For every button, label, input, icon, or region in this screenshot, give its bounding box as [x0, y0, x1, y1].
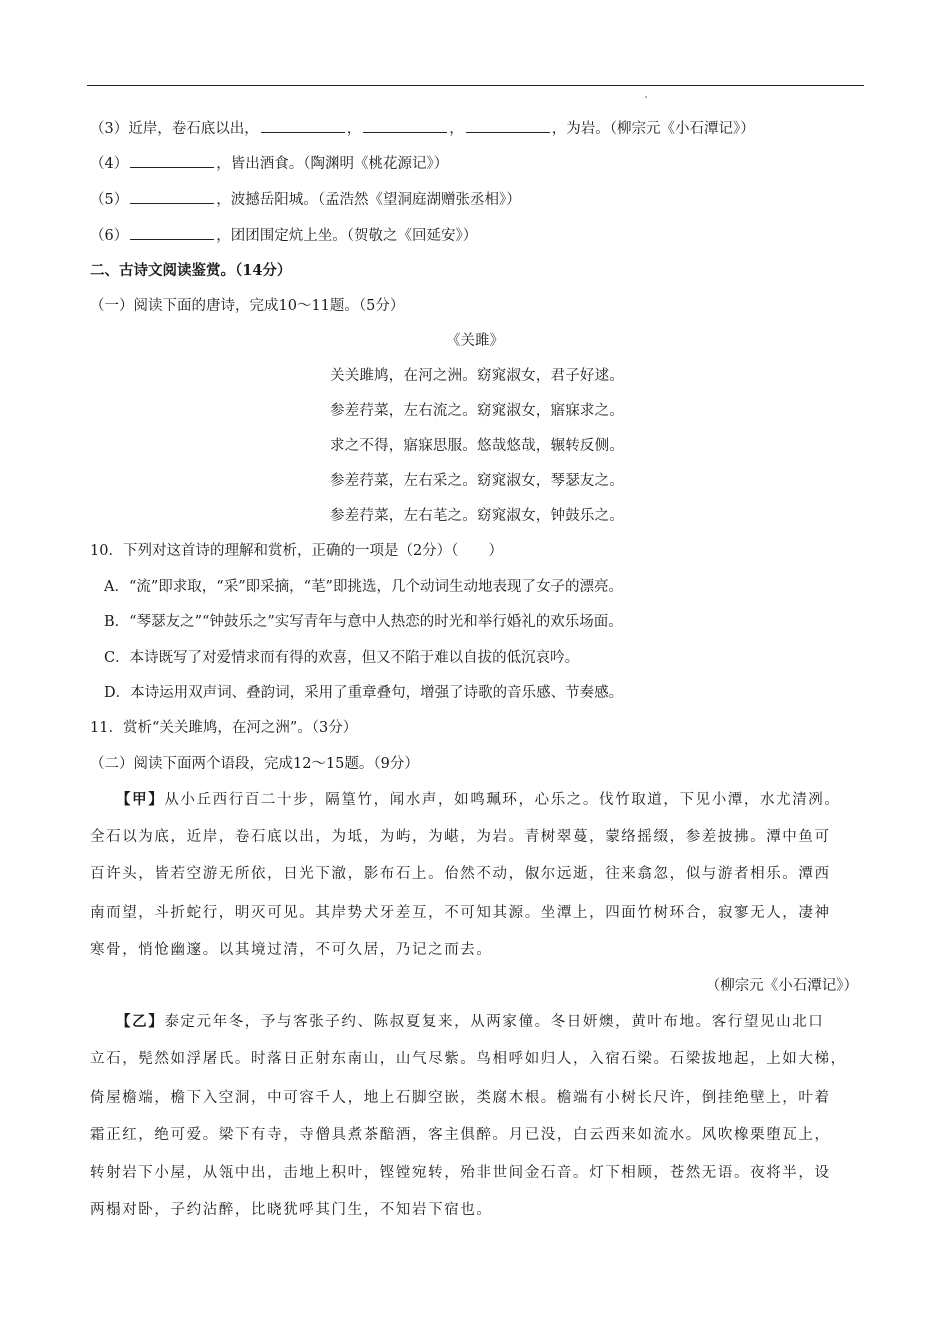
poem-title: 《关雎》 [446, 333, 504, 349]
header-rule [87, 85, 864, 86]
answer-blank[interactable] [363, 118, 447, 133]
yi-paragraph-line: 两榻对卧，子约沾醉，比晓犹呼其门生，不知岩下宿也。 [90, 1202, 493, 1218]
jia-paragraph-line: 【甲】从小丘西行百二十步，隔篁竹，闻水声，如鸣珮环，心乐之。伐竹取道，下见小潭，水尤清冽。 [116, 791, 841, 808]
yi-label: 【乙】 [116, 1013, 165, 1030]
option-b: B．“琴瑟友之”“钟鼓乐之”实写青年与意中人热恋的时光和举行婚礼的欢乐场面。 [104, 614, 623, 630]
part1-intro: （一）阅读下面的唐诗，完成10～11题。（5分） [90, 298, 405, 314]
jia-paragraph-line: 百许头，皆若空游无所依，日光下澈，影布石上。佁然不动，俶尔远逝，往来翕忽，似与游者相乐。潭西 [90, 866, 831, 882]
yi-paragraph-line: 转射岩下小屋，从瓴中出，击地上积叶，铿镗宛转，殆非世间金石音。灯下相顾，苍然无语。夜将半，设 [90, 1165, 831, 1181]
jia-label: 【甲】 [116, 791, 165, 808]
jia-paragraph-line: 寒骨，悄怆幽邃。以其境过清，不可久居，乃记之而去。 [90, 942, 493, 958]
answer-blank[interactable] [130, 153, 214, 168]
poem-line: 参差荇菜，左右采之。窈窕淑女，琴瑟友之。 [330, 473, 624, 489]
fill-item-6: （6） ，团团围定炕上坐。（贺敬之《回延安》） [90, 225, 477, 246]
question-11: 11．赏析“关关雎鸠，在河之洲”。（3分） [90, 720, 358, 736]
jia-source: （柳宗元《小石潭记》） [705, 978, 858, 994]
answer-blank[interactable] [130, 225, 214, 240]
answer-blank[interactable] [130, 189, 214, 204]
option-d: D．本诗运用双声词、叠韵词，采用了重章叠句，增强了诗歌的音乐感、节奏感。 [104, 685, 624, 701]
jia-paragraph-line: 南而望，斗折蛇行，明灭可见。其岸势犬牙差互，不可知其源。坐潭上，四面竹树环合，寂寥无人，凄神 [90, 905, 831, 921]
answer-blank[interactable] [261, 118, 345, 133]
part2-intro: （二）阅读下面两个语段，完成12～15题。（9分） [90, 756, 419, 772]
answer-blank[interactable] [466, 118, 550, 133]
poem-line: 关关雎鸠，在河之洲。窈窕淑女，君子好逑。 [330, 368, 624, 384]
option-a: A．“流”即求取，“采”即采摘，“芼”即挑选，几个动词生动地表现了女子的漂亮。 [104, 579, 623, 595]
fill-item-5: （5） ，波撼岳阳城。（孟浩然《望洞庭湖赠张丞相》） [90, 189, 521, 210]
yi-paragraph-line: 【乙】泰定元年冬，予与客张子约、陈叔夏复来，从两家僮。冬日妍燠，黄叶布地。客行望见山北口 [116, 1013, 825, 1030]
poem-line: 参差荇菜，左右芼之。窈窕淑女，钟鼓乐之。 [330, 508, 624, 524]
yi-paragraph-line: 立石，髡然如浮屠氏。时落日正射东南山，山气尽紫。鸟相呼如归人，入宿石梁。石梁拔地起，上如大梯， [90, 1051, 847, 1067]
yi-paragraph-line: 倚屋檐端，檐下入空洞，中可容千人，地上石脚空嵌，类腐木根。檐端有小树长尺许，倒挂绝壁上，叶着 [90, 1090, 831, 1106]
poem-line: 求之不得，寤寐思服。悠哉悠哉，辗转反侧。 [330, 438, 624, 454]
jia-paragraph-line: 全石以为底，近岸，卷石底以出，为坻，为屿，为嵁，为岩。青树翠蔓，蒙络摇缀，参差披拂。潭中鱼可 [90, 829, 831, 845]
yi-paragraph-line: 霜正红，绝可爱。梁下有寺，寺僧具煮茶醅酒，客主俱醉。月已没，白云西来如流水。风吹橡栗堕瓦上， [90, 1127, 831, 1143]
poem-line: 参差荇菜，左右流之。窈窕淑女，寤寐求之。 [330, 403, 624, 419]
section-heading: 二、古诗文阅读鉴赏。（14分） [90, 262, 292, 279]
option-c: C．本诗既写了对爱情求而有得的欢喜，但又不陷于难以自拔的低沉哀吟。 [104, 650, 580, 666]
fill-item-3: （3）近岸，卷石底以出， ， ， ，为岩。（柳宗元《小石潭记》） [90, 118, 755, 139]
fill-item-4: （4） ，皆出酒食。（陶渊明《桃花源记》） [90, 153, 448, 174]
speck-mark [645, 96, 647, 98]
question-10: 10．下列对这首诗的理解和赏析，正确的一项是（2分）（ ） [90, 543, 503, 559]
